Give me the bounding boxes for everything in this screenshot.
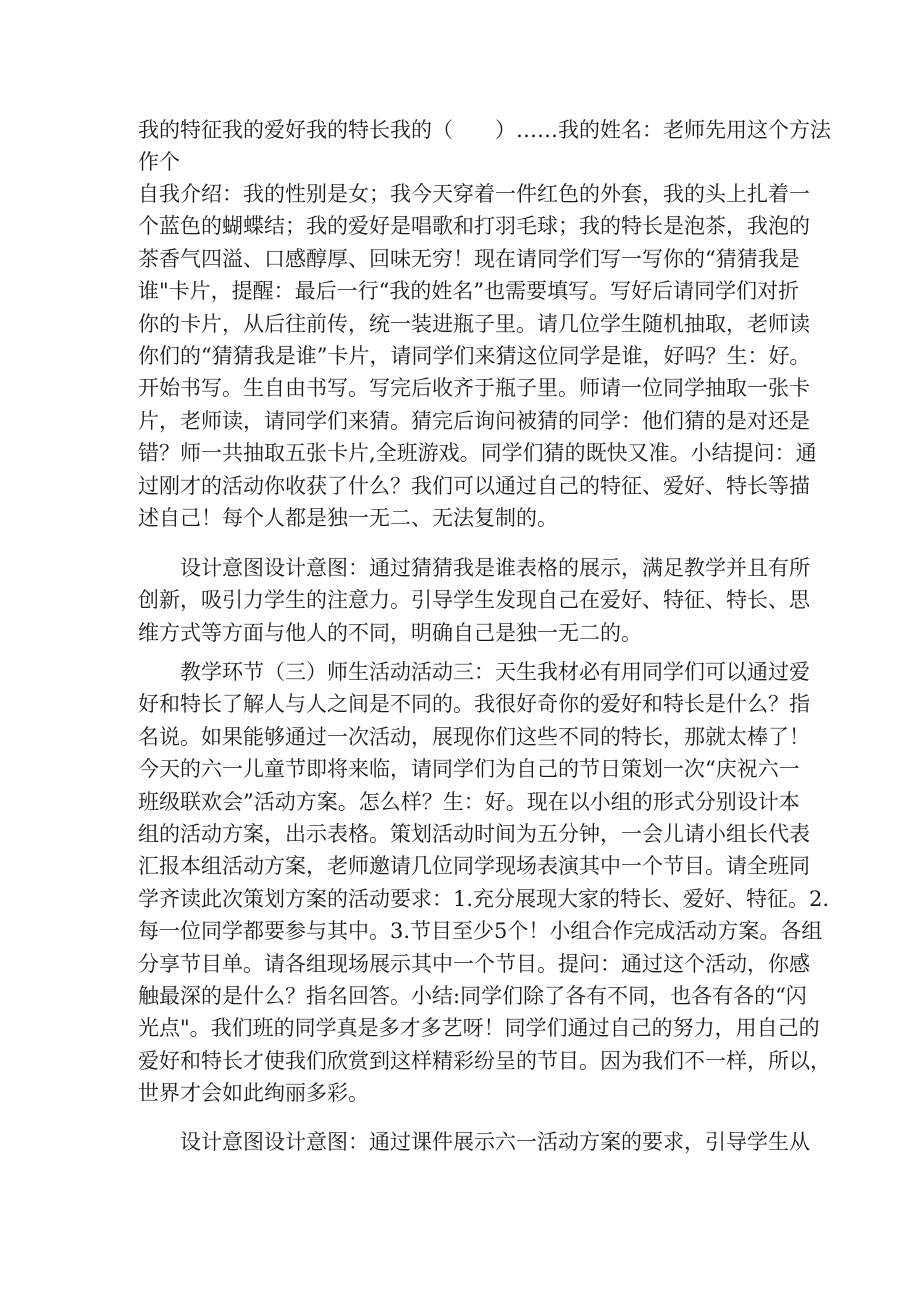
text-line: 作个 bbox=[138, 150, 180, 175]
text-line: 你的卡片，从后往前传，统一装进瓶子里。请几位学生随机抽取，老师读 bbox=[138, 311, 810, 336]
text-line: 学齐读此次策划方案的活动要求：1.充分展现大家的特长、爱好、特征。2. bbox=[138, 886, 830, 911]
text-line: 光点"。我们班的同学真是多才多艺呀！同学们通过自己的努力，用自己的 bbox=[138, 1016, 820, 1041]
text-line: 汇报本组活动方案，老师邀请几位同学现场表演其中一个节目。请全班同 bbox=[138, 854, 810, 879]
text-line: 自我介绍：我的性别是女；我今天穿着一件红色的外套，我的头上扎着一 bbox=[138, 182, 810, 206]
paragraph-2 bbox=[138, 552, 810, 649]
text-line: 错？师一共抽取五张卡片,全班游戏。同学们猜的既快又准。小结提问：通 bbox=[138, 441, 817, 466]
text-line: 世界才会如此绚丽多彩。 bbox=[138, 1081, 369, 1106]
text-line: 爱好和特长才使我们欣赏到这样精彩纷呈的节目。因为我们不一样，所以， bbox=[138, 1048, 831, 1073]
text-line: 茶香气四溢、口感醇厚、回味无穷！现在请同学们写一写你的“猜猜我是 bbox=[138, 246, 800, 271]
text-line: 片，老师读，请同学们来猜。猜完后询问被猜的同学：他们猜的是对还是 bbox=[138, 408, 810, 433]
text-line: 名说。如果能够通过一次活动，展现你们这些不同的特长，那就太棒了！ bbox=[138, 724, 810, 749]
text-line: 开始书写。生自由书写。写完后收齐于瓶子里。师请一位同学抽取一张卡 bbox=[138, 376, 810, 401]
text-line: 触最深的是什么？指名回答。小结:同学们除了各有不同，也各有各的“闪 bbox=[138, 983, 807, 1008]
text-line: 分享节目单。请各组现场展示其中一个节目。提问：通过这个活动，你感 bbox=[138, 951, 810, 976]
text-line: 今天的六一儿童节即将来临，请同学们为自己的节日策划一次“庆祝六一 bbox=[138, 757, 800, 782]
text-line: 维方式等方面与他人的不同，明确自己是独一无二的。 bbox=[138, 620, 642, 645]
text-line: 组的活动方案，出示表格。策划活动时间为五分钟，一会儿请小组长代表 bbox=[138, 821, 810, 846]
text-line: 创新，吸引力学生的注意力。引导学生发现自己在爱好、特征、特长、思 bbox=[138, 588, 810, 613]
text-line: 班级联欢会”活动方案。怎么样？生：好。现在以小组的形式分别设计本 bbox=[138, 789, 800, 814]
paragraph-4 bbox=[138, 1126, 810, 1158]
paragraph-1 bbox=[138, 178, 817, 534]
heading-block bbox=[138, 114, 831, 179]
text-line: 述自己！每个人都是独一无二、无法复制的。 bbox=[138, 505, 558, 530]
text-line: 过刚才的活动你收获了什么？我们可以通过自己的特征、爱好、特长等描 bbox=[138, 473, 810, 498]
text-line: 个蓝色的蝴蝶结；我的爱好是唱歌和打羽毛球；我的特长是泡茶，我泡的 bbox=[138, 214, 810, 239]
text-line: 教学环节（三）师生活动活动三：天生我材必有用同学们可以通过爱 bbox=[180, 660, 810, 684]
text-line: 设计意图设计意图：通过猜猜我是谁表格的展示，满足教学并且有所 bbox=[180, 556, 810, 580]
text-line: 设计意图设计意图：通过课件展示六一活动方案的要求，引导学生从 bbox=[180, 1130, 810, 1154]
text-line: 谁"卡片，提醒：最后一行“我的姓名”也需要填写。写好后请同学们对折 bbox=[138, 279, 800, 304]
text-line: 我的特征我的爱好我的特长我的（ ）……我的姓名：老师先用这个方法 bbox=[138, 118, 831, 142]
text-line: 每一位同学都要参与其中。3.节目至少5个！小组合作完成活动方案。各组 bbox=[138, 919, 823, 944]
text-line: 你们的“猜猜我是谁”卡片，请同学们来猜这位同学是谁，好吗？生：好。 bbox=[138, 343, 811, 368]
text-line: 好和特长了解人与人之间是不同的。我很好奇你的爱好和特长是什么？指 bbox=[138, 692, 810, 717]
paragraph-3 bbox=[138, 656, 831, 1109]
